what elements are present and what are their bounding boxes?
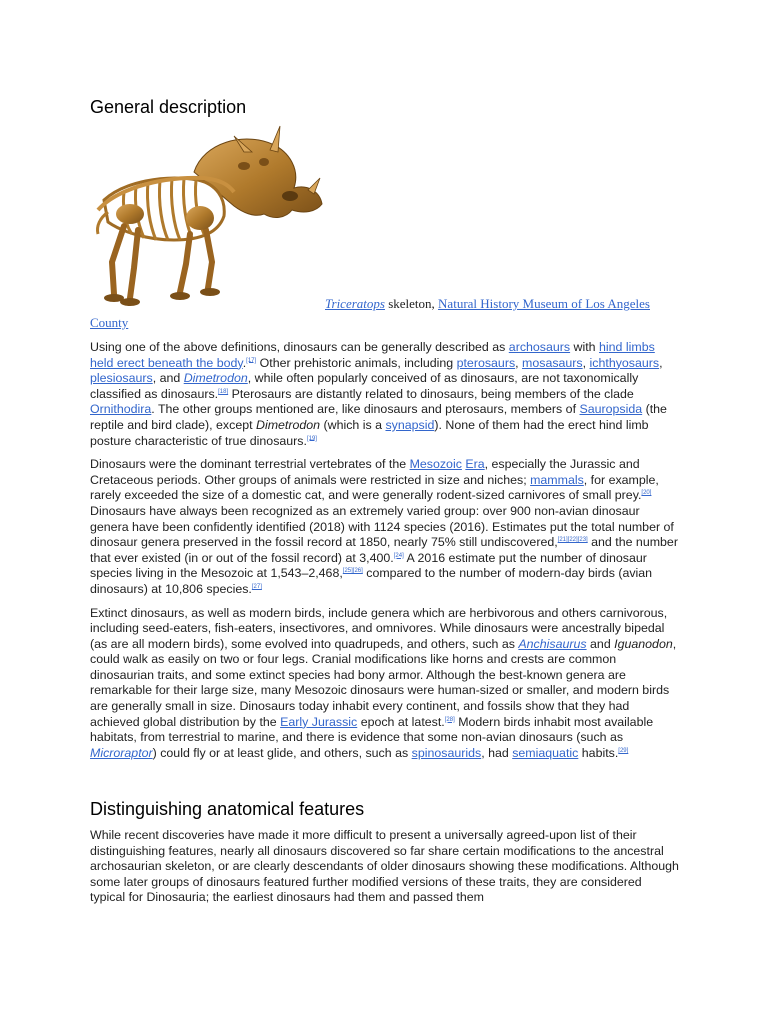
section-heading-distinguishing-features: Distinguishing anatomical features xyxy=(90,799,365,819)
reference[interactable]: [19] xyxy=(306,435,317,442)
body-text-distinguishing xyxy=(90,828,680,914)
link-hind-limbs[interactable]: hind limbs held erect beneath the body xyxy=(90,340,655,370)
link-ornithodira[interactable]: Ornithodira xyxy=(90,402,152,417)
link-mosasaurs[interactable]: mosasaurs xyxy=(522,355,583,370)
section-heading-general-description: General description xyxy=(90,97,247,117)
link-era[interactable]: Era xyxy=(465,457,485,472)
reference[interactable]: [29] xyxy=(618,747,629,754)
link-dimetrodon[interactable]: Dimetrodon xyxy=(183,371,248,386)
reference[interactable]: [21][22][23] xyxy=(557,537,588,543)
triceratops-skeleton-image xyxy=(94,122,326,310)
link-plesiosaurs[interactable]: plesiosaurs xyxy=(90,371,153,386)
link-mesozoic[interactable]: Mesozoic xyxy=(409,457,462,472)
link-spinosaurids[interactable]: spinosaurids xyxy=(411,745,482,760)
figure-caption: Triceratops skeleton, Natural History Museum of Los Angeles County xyxy=(90,296,650,330)
link-archosaurs[interactable]: archosaurs xyxy=(508,340,571,354)
link-sauropsida[interactable]: Sauropsida xyxy=(579,402,643,417)
paragraph-3: Extinct dinosaurs, as well as modern birds, include genera which are herbivorous and others carnivorous, including seed-eaters, fish-eaters, insectivores, and omnivores. While dinosaurs were ancestrally bipedal (as are all modern birds), some evolved into quadrupeds, and others, such as Anchisaurus and Iguanodon, could walk as easily on two or four legs. Cranial modifications like horns and crests are common dinosaurian traits, and some extinct species had bony armor. Although the best-known genera are remarkable for their large size, many Mesozoic dinosaurs were human-sized or smaller, and modern birds are generally small in size. Dinosaurs today inhabit every continent, and fossils show that they had achieved global distribution by the Early Jurassic epoch at latest.[28] Modern birds inhabit most available habitats, from terrestrial to marine, and there is evidence that some non-avian dinosaurs (such as Microraptor) could fly or at least glide, and others, such as spinosaurids, had semiaquatic habits.[29] xyxy=(90,605,677,760)
link-anchisaurus[interactable]: Anchisaurus xyxy=(518,636,587,651)
link-microraptor[interactable]: Microraptor xyxy=(90,745,153,760)
link-early-jurassic[interactable]: Early Jurassic xyxy=(280,714,358,729)
link-semiaquatic[interactable]: semiaquatic xyxy=(512,745,579,760)
caption-link-county[interactable]: County xyxy=(90,315,129,330)
reference[interactable]: [27] xyxy=(251,583,262,590)
reference[interactable]: [28] xyxy=(444,716,455,723)
caption-link-museum[interactable]: Natural History Museum of Los Angeles xyxy=(438,296,650,311)
link-pterosaurs[interactable]: pterosaurs xyxy=(456,355,516,370)
paragraph-1: Using one of the above definitions, dinosaurs can be generally described as archosaurs with hind limbs held erect beneath the body.[17] Other prehistoric animals, including pterosaurs, mosasaurs, ichthyosaurs, plesiosaurs, and Dimetrodon, while often popularly conceived of as dinosaurs, are not taxonomically classified as dinosaurs.[18] Pterosaurs are distantly related to dinosaurs, being members of the clade Ornithodira. The other groups mentioned are, like dinosaurs and pterosaurs, members of Sauropsida (the reptile and bird clade), except Dimetrodon (which is a synapsid). None of them had the erect hind limb posture characteristic of true dinosaurs.[19] xyxy=(90,340,667,448)
reference[interactable]: [18] xyxy=(218,388,229,395)
body-text-general xyxy=(90,340,680,769)
paragraph-2: Dinosaurs were the dominant terrestrial vertebrates of the Mesozoic Era, especially the Jurassic and Cretaceous periods. Other groups of animals were restricted in size and niches; mammals, for example, rarely exceeded the size of a domestic cat, and were generally rodent-sized carnivores of small prey.[20] Dinosaurs have always been recognized as an extremely varied group: over 900 non-avian dinosaur genera have been confidently identified (2018) with 1124 species (2016). Estimates put the total number of dinosaur genera preserved in the fossil record at 1850, nearly 75% still undiscovered,[21][22][23] and the number that ever existed (in or out of the fossil record) at 3,400.[24] A 2016 estimate put the number of dinosaur species living in the Mesozoic at 1,543–2,468,[25][26] compared to the number of modern-day birds (avian dinosaurs) at 10,806 species.[27] xyxy=(90,457,678,596)
caption-link-triceratops[interactable]: Triceratops xyxy=(325,296,385,311)
reference[interactable]: [17] xyxy=(246,357,257,364)
paragraph-4: While recent discoveries have made it more difficult to present a universally agreed-upon list of their distinguishing features, nearly all dinosaurs discovered so far share certain modifications to the ancestral archosaurian skeleton, or are clearly descendants of older dinosaurs showing these modifications. Although some later groups of dinosaurs featured further modified versions of these traits, they are considered typical for Dinosauria; the earliest dinosaurs had them and passed them xyxy=(90,828,679,905)
reference[interactable]: [24] xyxy=(393,552,404,559)
link-mammals[interactable]: mammals xyxy=(530,472,584,487)
reference[interactable]: [25][26] xyxy=(342,568,363,575)
link-ichthyosaurs[interactable]: ichthyosaurs xyxy=(589,355,660,370)
link-synapsid[interactable]: synapsid xyxy=(385,417,435,432)
reference[interactable]: [20] xyxy=(641,490,652,497)
